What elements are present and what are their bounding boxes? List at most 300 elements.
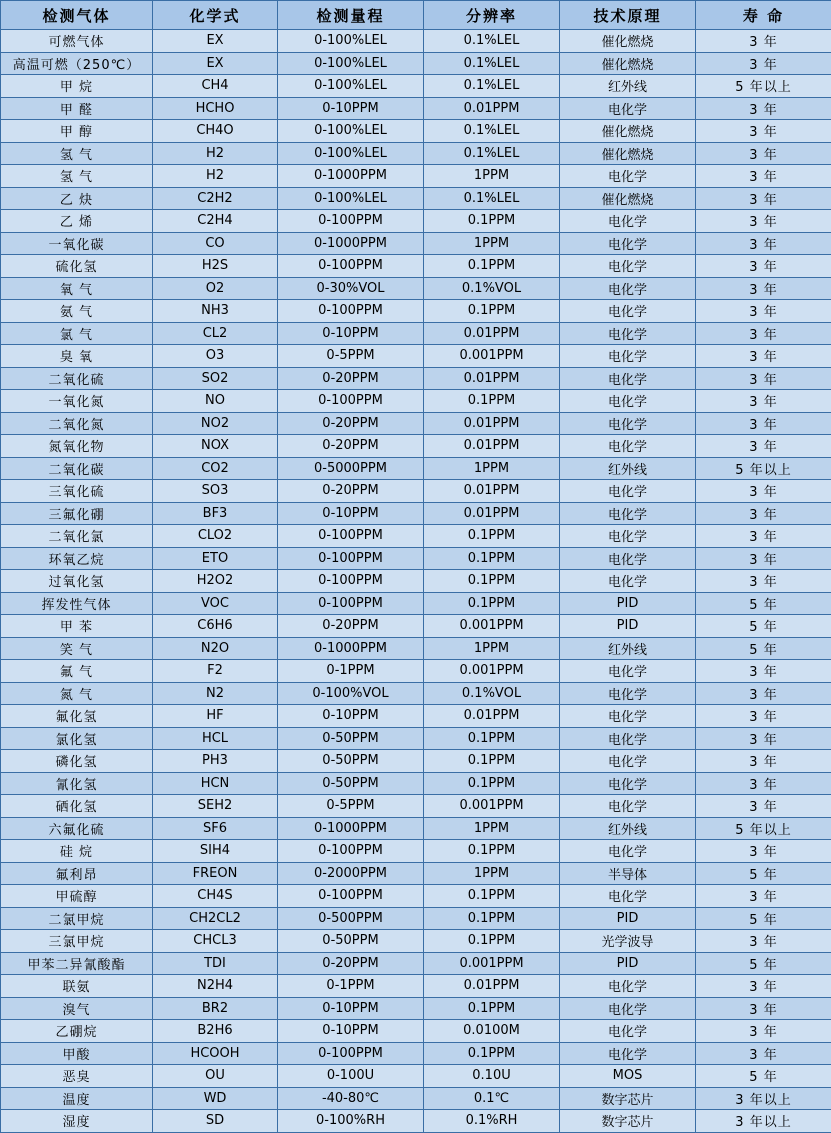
cell-range: 0-100%LEL [278, 30, 424, 53]
cell-formula: N2H4 [153, 975, 278, 998]
cell-technology: 红外线 [560, 75, 696, 98]
cell-gas: 氢 气 [1, 165, 153, 188]
cell-resolution: 0.1%LEL [424, 52, 560, 75]
cell-technology: 电化学 [560, 390, 696, 413]
cell-resolution: 0.01PPM [424, 705, 560, 728]
cell-resolution: 0.1%LEL [424, 30, 560, 53]
cell-lifetime: 5 年 [696, 615, 831, 638]
cell-range: 0-2000PPM [278, 862, 424, 885]
table-row [1, 52, 831, 75]
cell-lifetime: 3 年 [696, 660, 831, 683]
table-row [1, 412, 831, 435]
table-row [1, 300, 831, 323]
cell-formula: B2H6 [153, 1020, 278, 1043]
cell-resolution: 0.1PPM [424, 300, 560, 323]
table-body [1, 30, 831, 1133]
cell-resolution: 0.1PPM [424, 907, 560, 930]
table-row [1, 1110, 831, 1133]
cell-gas: 氨 气 [1, 300, 153, 323]
cell-formula: BR2 [153, 997, 278, 1020]
cell-lifetime: 5 年 [696, 907, 831, 930]
cell-formula: OU [153, 1065, 278, 1088]
cell-resolution: 0.1PPM [424, 390, 560, 413]
cell-gas: 恶臭 [1, 1065, 153, 1088]
cell-formula: CH4O [153, 120, 278, 143]
cell-lifetime: 3 年 [696, 480, 831, 503]
cell-formula: N2O [153, 637, 278, 660]
cell-technology: 数字芯片 [560, 1110, 696, 1133]
cell-range: 0-100PPM [278, 525, 424, 548]
cell-range: 0-5000PPM [278, 457, 424, 480]
cell-gas: 甲 醇 [1, 120, 153, 143]
cell-resolution: 0.01PPM [424, 97, 560, 120]
cell-range: -40-80℃ [278, 1087, 424, 1110]
cell-lifetime: 5 年 [696, 637, 831, 660]
cell-resolution: 0.1℃ [424, 1087, 560, 1110]
cell-resolution: 0.01PPM [424, 502, 560, 525]
cell-lifetime: 5 年 [696, 592, 831, 615]
table-row [1, 907, 831, 930]
cell-range: 0-50PPM [278, 930, 424, 953]
cell-formula: SD [153, 1110, 278, 1133]
cell-technology: 催化燃烧 [560, 120, 696, 143]
cell-gas: 挥发性气体 [1, 592, 153, 615]
cell-lifetime: 3 年 [696, 30, 831, 53]
cell-range: 0-1000PPM [278, 637, 424, 660]
cell-gas: 氯化氢 [1, 727, 153, 750]
cell-range: 0-100%RH [278, 1110, 424, 1133]
cell-technology: PID [560, 592, 696, 615]
cell-resolution: 0.1PPM [424, 255, 560, 278]
cell-lifetime: 5 年 [696, 862, 831, 885]
cell-range: 0-100PPM [278, 570, 424, 593]
cell-resolution: 0.1%VOL [424, 277, 560, 300]
cell-formula: CH4 [153, 75, 278, 98]
cell-lifetime: 3 年以上 [696, 1110, 831, 1133]
cell-formula: SO2 [153, 367, 278, 390]
cell-range: 0-1000PPM [278, 817, 424, 840]
cell-formula: C2H4 [153, 210, 278, 233]
cell-range: 0-20PPM [278, 615, 424, 638]
cell-range: 0-20PPM [278, 367, 424, 390]
cell-formula: CLO2 [153, 525, 278, 548]
cell-resolution: 1PPM [424, 457, 560, 480]
cell-gas: 乙 炔 [1, 187, 153, 210]
cell-range: 0-50PPM [278, 772, 424, 795]
cell-lifetime: 3 年以上 [696, 1087, 831, 1110]
cell-technology: 电化学 [560, 322, 696, 345]
cell-gas: 乙 烯 [1, 210, 153, 233]
cell-formula: O2 [153, 277, 278, 300]
cell-resolution: 0.10U [424, 1065, 560, 1088]
table-row [1, 660, 831, 683]
cell-technology: 电化学 [560, 412, 696, 435]
cell-technology: 电化学 [560, 750, 696, 773]
cell-resolution: 0.1PPM [424, 727, 560, 750]
table-row [1, 525, 831, 548]
cell-gas: 三氧化硫 [1, 480, 153, 503]
cell-formula: SIH4 [153, 840, 278, 863]
table-row [1, 480, 831, 503]
cell-gas: 甲酸 [1, 1042, 153, 1065]
cell-range: 0-30%VOL [278, 277, 424, 300]
cell-lifetime: 5 年以上 [696, 817, 831, 840]
cell-resolution: 0.1%VOL [424, 682, 560, 705]
cell-formula: CO2 [153, 457, 278, 480]
table-row [1, 592, 831, 615]
cell-formula: HF [153, 705, 278, 728]
cell-range: 0-20PPM [278, 480, 424, 503]
cell-resolution: 0.1%LEL [424, 120, 560, 143]
cell-formula: CO [153, 232, 278, 255]
cell-range: 0-50PPM [278, 750, 424, 773]
cell-gas: 温度 [1, 1087, 153, 1110]
table-row [1, 367, 831, 390]
cell-formula: CH4S [153, 885, 278, 908]
table-row [1, 457, 831, 480]
table-row [1, 97, 831, 120]
table-row [1, 277, 831, 300]
cell-gas: 甲 烷 [1, 75, 153, 98]
cell-range: 0-100PPM [278, 210, 424, 233]
cell-range: 0-20PPM [278, 952, 424, 975]
cell-range: 0-100PPM [278, 390, 424, 413]
cell-range: 0-1PPM [278, 975, 424, 998]
cell-resolution: 0.001PPM [424, 660, 560, 683]
cell-lifetime: 3 年 [696, 435, 831, 458]
table-row [1, 435, 831, 458]
table-row [1, 345, 831, 368]
table-row [1, 187, 831, 210]
cell-technology: 电化学 [560, 795, 696, 818]
cell-lifetime: 3 年 [696, 682, 831, 705]
cell-technology: 电化学 [560, 435, 696, 458]
cell-lifetime: 3 年 [696, 525, 831, 548]
cell-lifetime: 3 年 [696, 1042, 831, 1065]
cell-range: 0-5PPM [278, 795, 424, 818]
cell-lifetime: 5 年 [696, 1065, 831, 1088]
cell-lifetime: 5 年以上 [696, 75, 831, 98]
cell-lifetime: 3 年 [696, 975, 831, 998]
cell-gas: 氮氧化物 [1, 435, 153, 458]
cell-gas: 二氧化氮 [1, 412, 153, 435]
cell-range: 0-20PPM [278, 412, 424, 435]
cell-gas: 甲硫醇 [1, 885, 153, 908]
cell-technology: 电化学 [560, 772, 696, 795]
cell-technology: 电化学 [560, 255, 696, 278]
cell-lifetime: 3 年 [696, 840, 831, 863]
cell-technology: 电化学 [560, 570, 696, 593]
table-row [1, 817, 831, 840]
cell-formula: O3 [153, 345, 278, 368]
cell-gas: 六氟化硫 [1, 817, 153, 840]
column-header-lifetime: 寿 命 [696, 1, 831, 30]
cell-lifetime: 3 年 [696, 367, 831, 390]
cell-range: 0-100U [278, 1065, 424, 1088]
cell-technology: MOS [560, 1065, 696, 1088]
cell-lifetime: 3 年 [696, 210, 831, 233]
cell-resolution: 1PPM [424, 232, 560, 255]
cell-gas: 二氧化碳 [1, 457, 153, 480]
cell-formula: EX [153, 30, 278, 53]
column-header-gas: 检测气体 [1, 1, 153, 30]
cell-lifetime: 3 年 [696, 322, 831, 345]
column-header-range: 检测量程 [278, 1, 424, 30]
table-row [1, 165, 831, 188]
table-row [1, 232, 831, 255]
cell-formula: H2O2 [153, 570, 278, 593]
table-row [1, 750, 831, 773]
cell-range: 0-100%LEL [278, 187, 424, 210]
table-row [1, 705, 831, 728]
cell-technology: PID [560, 907, 696, 930]
cell-technology: 电化学 [560, 480, 696, 503]
cell-technology: 电化学 [560, 885, 696, 908]
cell-lifetime: 3 年 [696, 97, 831, 120]
cell-gas: 可燃气体 [1, 30, 153, 53]
cell-resolution: 0.01PPM [424, 975, 560, 998]
table-row [1, 952, 831, 975]
cell-lifetime: 3 年 [696, 997, 831, 1020]
cell-resolution: 0.1PPM [424, 772, 560, 795]
table-row [1, 570, 831, 593]
cell-range: 0-20PPM [278, 435, 424, 458]
cell-gas: 二氧化硫 [1, 367, 153, 390]
cell-range: 0-10PPM [278, 997, 424, 1020]
cell-technology: 电化学 [560, 997, 696, 1020]
cell-lifetime: 3 年 [696, 772, 831, 795]
cell-lifetime: 3 年 [696, 885, 831, 908]
cell-formula: ETO [153, 547, 278, 570]
cell-lifetime: 3 年 [696, 547, 831, 570]
cell-resolution: 0.1PPM [424, 840, 560, 863]
table-row [1, 75, 831, 98]
cell-lifetime: 3 年 [696, 930, 831, 953]
cell-gas: 磷化氢 [1, 750, 153, 773]
cell-formula: CHCL3 [153, 930, 278, 953]
cell-technology: 电化学 [560, 502, 696, 525]
cell-gas: 氯 气 [1, 322, 153, 345]
cell-technology: 电化学 [560, 705, 696, 728]
cell-resolution: 0.1PPM [424, 547, 560, 570]
cell-resolution: 0.01PPM [424, 435, 560, 458]
cell-resolution: 0.1PPM [424, 885, 560, 908]
table-row [1, 255, 831, 278]
cell-technology: 催化燃烧 [560, 30, 696, 53]
table-header [1, 1, 831, 30]
table-row [1, 390, 831, 413]
cell-gas: 氟利昂 [1, 862, 153, 885]
table-row [1, 840, 831, 863]
cell-resolution: 0.1%LEL [424, 142, 560, 165]
cell-resolution: 0.1PPM [424, 930, 560, 953]
cell-gas: 甲苯二异氰酸酯 [1, 952, 153, 975]
cell-technology: 催化燃烧 [560, 52, 696, 75]
table-row [1, 727, 831, 750]
cell-technology: 电化学 [560, 1042, 696, 1065]
cell-formula: HCOOH [153, 1042, 278, 1065]
cell-gas: 三氟化硼 [1, 502, 153, 525]
table-row [1, 975, 831, 998]
cell-gas: 一氧化氮 [1, 390, 153, 413]
cell-lifetime: 3 年 [696, 142, 831, 165]
cell-formula: SO3 [153, 480, 278, 503]
cell-technology: 红外线 [560, 457, 696, 480]
cell-formula: HCN [153, 772, 278, 795]
cell-technology: 电化学 [560, 547, 696, 570]
cell-resolution: 0.0100M [424, 1020, 560, 1043]
cell-gas: 氰化氢 [1, 772, 153, 795]
cell-range: 0-100PPM [278, 255, 424, 278]
table-row [1, 682, 831, 705]
cell-formula: NH3 [153, 300, 278, 323]
cell-range: 0-100PPM [278, 840, 424, 863]
cell-lifetime: 3 年 [696, 795, 831, 818]
cell-gas: 硒化氢 [1, 795, 153, 818]
cell-lifetime: 3 年 [696, 570, 831, 593]
cell-technology: 红外线 [560, 817, 696, 840]
table-row [1, 1020, 831, 1043]
cell-range: 0-1000PPM [278, 165, 424, 188]
cell-resolution: 0.001PPM [424, 345, 560, 368]
cell-gas: 二氯甲烷 [1, 907, 153, 930]
cell-range: 0-10PPM [278, 1020, 424, 1043]
table-row [1, 30, 831, 53]
cell-gas: 甲 苯 [1, 615, 153, 638]
cell-formula: H2S [153, 255, 278, 278]
cell-resolution: 1PPM [424, 817, 560, 840]
cell-lifetime: 3 年 [696, 300, 831, 323]
cell-gas: 硅 烷 [1, 840, 153, 863]
cell-lifetime: 3 年 [696, 345, 831, 368]
cell-resolution: 0.01PPM [424, 480, 560, 503]
cell-gas: 环氧乙烷 [1, 547, 153, 570]
cell-technology: 电化学 [560, 165, 696, 188]
cell-gas: 氮 气 [1, 682, 153, 705]
table-row [1, 795, 831, 818]
cell-formula: SEH2 [153, 795, 278, 818]
cell-resolution: 0.1PPM [424, 1042, 560, 1065]
table-row [1, 120, 831, 143]
cell-range: 0-100PPM [278, 592, 424, 615]
cell-technology: 电化学 [560, 975, 696, 998]
column-header-resolution: 分辨率 [424, 1, 560, 30]
cell-resolution: 0.001PPM [424, 952, 560, 975]
table-row [1, 997, 831, 1020]
cell-gas: 氧 气 [1, 277, 153, 300]
cell-resolution: 0.001PPM [424, 615, 560, 638]
cell-formula: C6H6 [153, 615, 278, 638]
cell-formula: PH3 [153, 750, 278, 773]
cell-lifetime: 3 年 [696, 120, 831, 143]
cell-lifetime: 3 年 [696, 727, 831, 750]
cell-range: 0-10PPM [278, 97, 424, 120]
cell-gas: 乙硼烷 [1, 1020, 153, 1043]
cell-range: 0-1PPM [278, 660, 424, 683]
cell-range: 0-100%LEL [278, 142, 424, 165]
cell-technology: PID [560, 952, 696, 975]
cell-range: 0-10PPM [278, 705, 424, 728]
cell-resolution: 0.1PPM [424, 570, 560, 593]
cell-formula: H2 [153, 142, 278, 165]
cell-range: 0-10PPM [278, 322, 424, 345]
cell-lifetime: 3 年 [696, 255, 831, 278]
cell-gas: 一氧化碳 [1, 232, 153, 255]
cell-range: 0-500PPM [278, 907, 424, 930]
cell-resolution: 0.01PPM [424, 322, 560, 345]
cell-technology: 电化学 [560, 367, 696, 390]
cell-technology: 催化燃烧 [560, 142, 696, 165]
cell-formula: SF6 [153, 817, 278, 840]
cell-formula: NO [153, 390, 278, 413]
cell-gas: 氟化氢 [1, 705, 153, 728]
cell-range: 0-100%LEL [278, 52, 424, 75]
cell-gas: 湿度 [1, 1110, 153, 1133]
cell-resolution: 0.01PPM [424, 367, 560, 390]
cell-technology: 电化学 [560, 210, 696, 233]
cell-technology: 数字芯片 [560, 1087, 696, 1110]
cell-formula: FREON [153, 862, 278, 885]
cell-gas: 过氧化氢 [1, 570, 153, 593]
cell-formula: TDI [153, 952, 278, 975]
cell-technology: 电化学 [560, 97, 696, 120]
cell-resolution: 1PPM [424, 862, 560, 885]
cell-lifetime: 3 年 [696, 750, 831, 773]
cell-gas: 氢 气 [1, 142, 153, 165]
cell-resolution: 0.1PPM [424, 210, 560, 233]
cell-range: 0-50PPM [278, 727, 424, 750]
cell-gas: 笑 气 [1, 637, 153, 660]
cell-resolution: 1PPM [424, 165, 560, 188]
cell-formula: HCHO [153, 97, 278, 120]
cell-formula: WD [153, 1087, 278, 1110]
cell-technology: 电化学 [560, 300, 696, 323]
cell-lifetime: 3 年 [696, 232, 831, 255]
cell-technology: 红外线 [560, 637, 696, 660]
cell-formula: NOX [153, 435, 278, 458]
cell-range: 0-100PPM [278, 547, 424, 570]
cell-gas: 氟 气 [1, 660, 153, 683]
cell-gas: 联氨 [1, 975, 153, 998]
cell-gas: 三氯甲烷 [1, 930, 153, 953]
cell-technology: 光学波导 [560, 930, 696, 953]
cell-lifetime: 3 年 [696, 277, 831, 300]
cell-resolution: 0.1PPM [424, 997, 560, 1020]
cell-gas: 甲 醛 [1, 97, 153, 120]
cell-lifetime: 3 年 [696, 705, 831, 728]
cell-gas: 硫化氢 [1, 255, 153, 278]
table-row [1, 1042, 831, 1065]
cell-resolution: 0.1PPM [424, 750, 560, 773]
cell-resolution: 0.1%LEL [424, 187, 560, 210]
cell-lifetime: 3 年 [696, 412, 831, 435]
table-row [1, 885, 831, 908]
cell-technology: 电化学 [560, 277, 696, 300]
cell-resolution: 0.001PPM [424, 795, 560, 818]
cell-range: 0-1000PPM [278, 232, 424, 255]
table-header-row [1, 1, 831, 30]
table-row [1, 1087, 831, 1110]
cell-formula: N2 [153, 682, 278, 705]
cell-technology: 半导体 [560, 862, 696, 885]
cell-technology: 电化学 [560, 682, 696, 705]
cell-technology: 电化学 [560, 660, 696, 683]
table-row [1, 502, 831, 525]
cell-technology: PID [560, 615, 696, 638]
cell-gas: 二氧化氯 [1, 525, 153, 548]
cell-formula: CL2 [153, 322, 278, 345]
cell-resolution: 1PPM [424, 637, 560, 660]
